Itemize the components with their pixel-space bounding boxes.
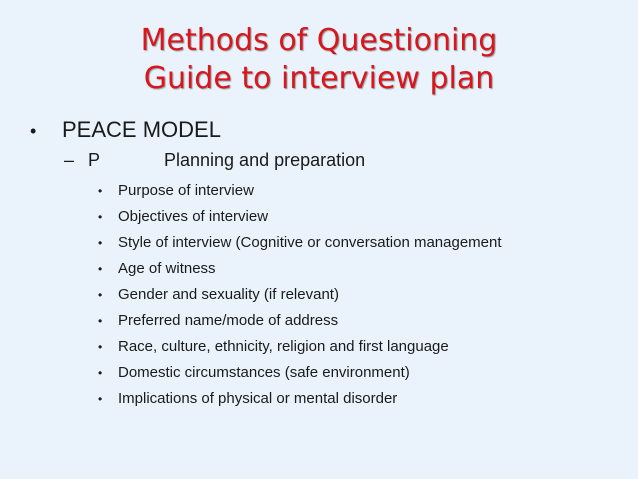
list-item-text: Objectives of interview — [118, 208, 269, 225]
list-item-text: Age of witness — [118, 260, 216, 277]
bullet-icon: • — [98, 262, 103, 276]
phase-text: Planning and preparation — [164, 150, 366, 170]
slide-title — [0, 22, 638, 98]
phase-heading — [64, 148, 365, 172]
bullet-icon: • — [98, 210, 103, 224]
list-item — [98, 282, 502, 308]
bullet-icon: • — [30, 121, 37, 141]
list-item — [98, 360, 502, 386]
bullet-icon: • — [98, 366, 103, 380]
list-item-text: Purpose of interview — [118, 182, 254, 199]
bullet-icon: • — [98, 340, 103, 354]
dash-icon: – — [64, 150, 75, 170]
bullet-icon: • — [98, 314, 103, 328]
bullet-icon: • — [98, 288, 103, 302]
phase-letter: P — [88, 150, 101, 170]
bullet-icon: • — [98, 236, 103, 250]
list-item-text: Implications of physical or mental disorder — [118, 390, 398, 407]
list-item-text: Gender and sexuality (if relevant) — [118, 286, 339, 303]
title-line-2: Guide to interview plan — [143, 61, 495, 96]
list-item — [98, 204, 502, 230]
planning-items-list — [98, 178, 502, 412]
list-item — [98, 334, 502, 360]
model-heading — [30, 116, 221, 145]
list-item-text: Style of interview (Cognitive or conversation management — [118, 234, 502, 251]
list-item — [98, 256, 502, 282]
list-item — [98, 386, 502, 412]
bullet-icon: • — [98, 392, 103, 406]
list-item — [98, 308, 502, 334]
list-item-text: Domestic circumstances (safe environment) — [118, 364, 410, 381]
bullet-icon: • — [98, 184, 103, 198]
list-item-text: Preferred name/mode of address — [118, 312, 339, 329]
list-item — [98, 178, 502, 204]
list-item — [98, 230, 502, 256]
model-label: PEACE MODEL — [62, 117, 221, 142]
title-line-1: Methods of Questioning — [140, 23, 498, 58]
list-item-text: Race, culture, ethnicity, religion and first language — [118, 338, 449, 355]
